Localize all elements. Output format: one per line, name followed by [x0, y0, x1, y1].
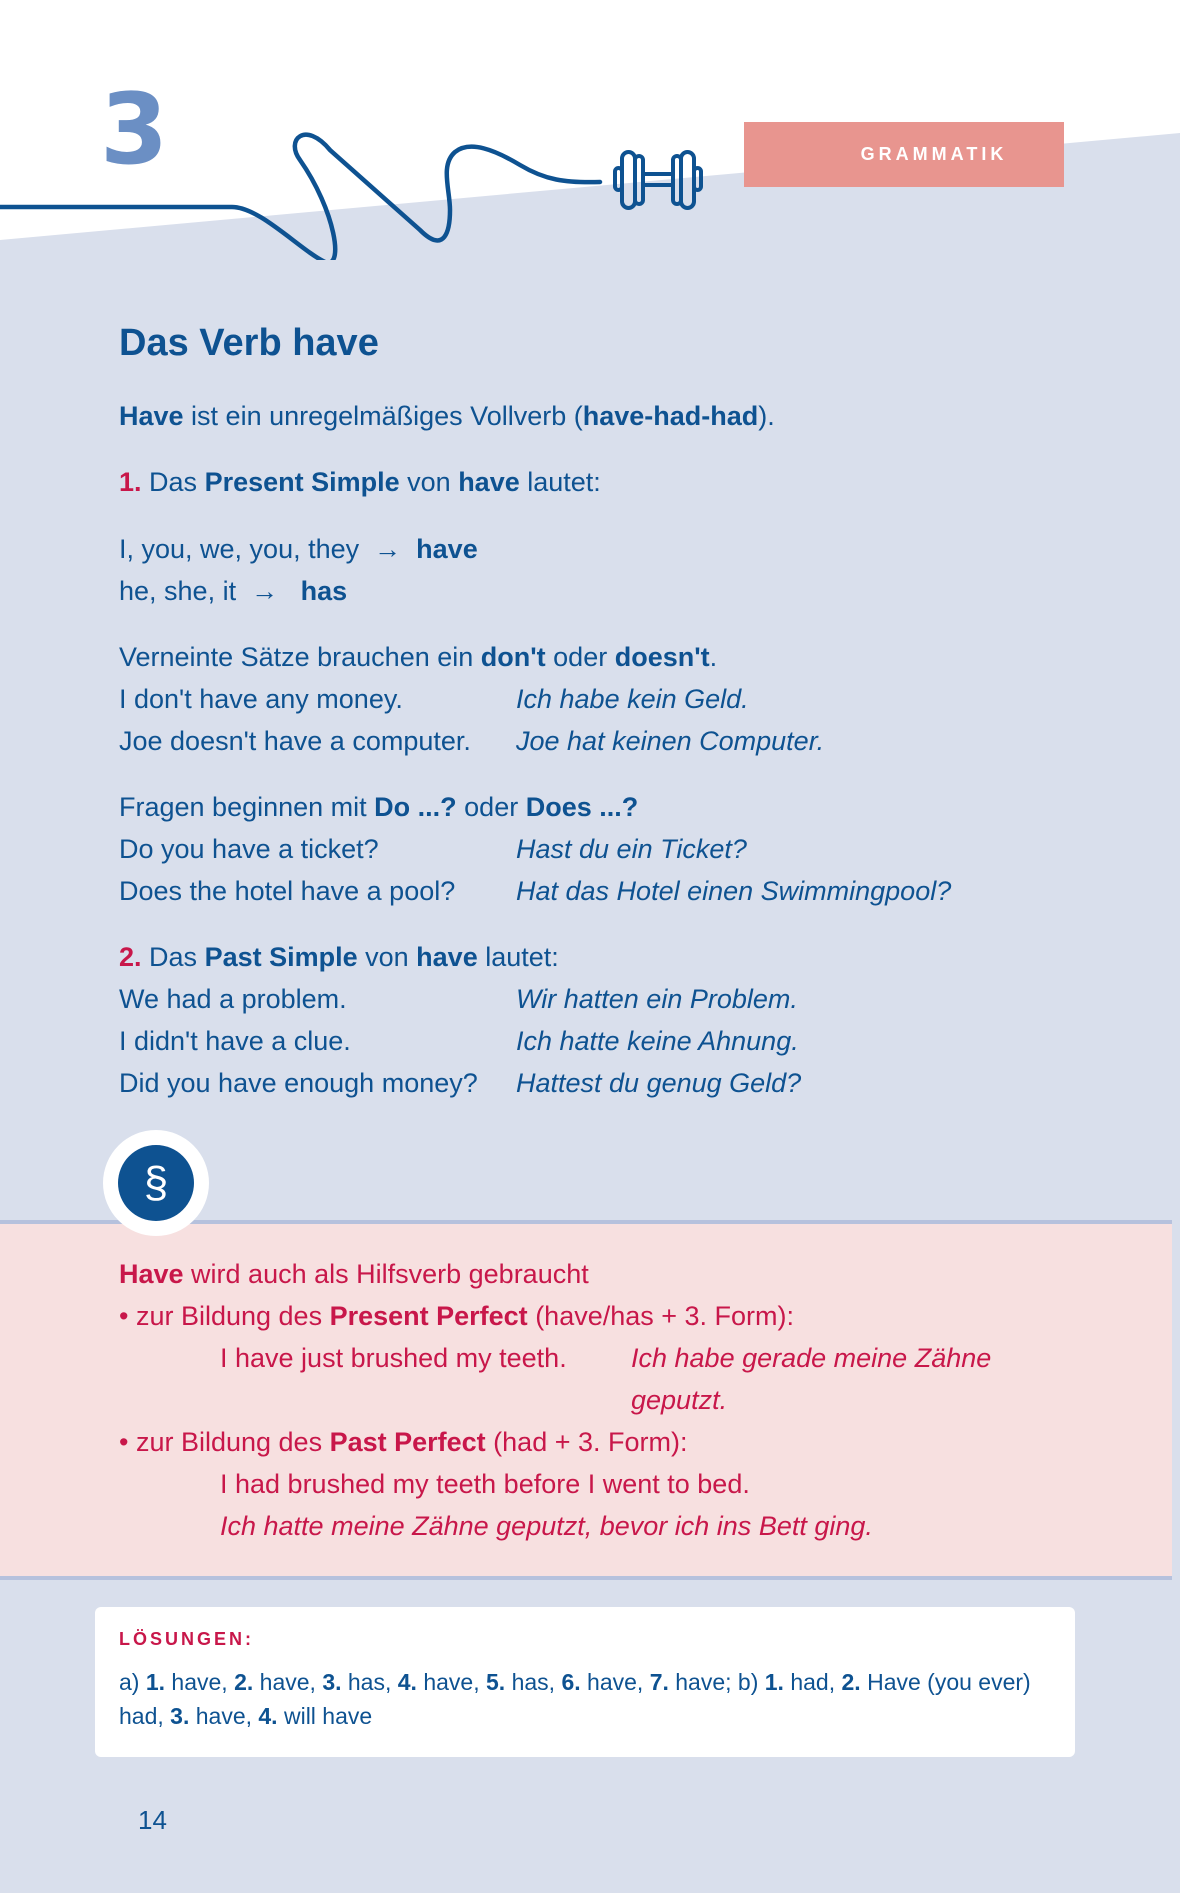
example-row — [119, 1024, 1019, 1058]
example-row — [119, 724, 1019, 758]
arrow-right-icon: → — [374, 534, 402, 564]
bold-term: Does ...? — [525, 792, 639, 822]
answer-number: 6. — [561, 1669, 581, 1695]
example-de: Joe hat keinen Computer. — [516, 726, 825, 756]
text: lautet: — [477, 942, 559, 972]
example-de: Wir hatten ein Problem. — [516, 984, 798, 1014]
chapter-number: 3 — [100, 73, 167, 187]
section-number: 1. — [119, 467, 142, 497]
answer-number: 4. — [397, 1669, 417, 1695]
bold-term: Present Perfect — [329, 1301, 528, 1331]
bold-term: have — [416, 942, 478, 972]
text: ist ein unregelmäßiges Vollverb ( — [183, 401, 583, 431]
answer-number: 1. — [764, 1669, 784, 1695]
answer-number: 7. — [649, 1669, 669, 1695]
solutions-label: LÖSUNGEN: — [119, 1629, 254, 1649]
text: lautet: — [519, 467, 601, 497]
answer-text: has, — [341, 1669, 398, 1695]
bold-term: Present Simple — [204, 467, 400, 497]
example-en: I have just brushed my teeth. — [220, 1343, 567, 1373]
bold-term: Past Simple — [204, 942, 358, 972]
text: (had + 3. Form): — [485, 1427, 688, 1457]
answer-number: 2. — [841, 1669, 861, 1695]
verb-form: has — [300, 576, 348, 606]
answer-text: have, — [253, 1669, 323, 1695]
example-de: Ich hatte meine Zähne geputzt, bevor ich ins Bett ging. — [220, 1511, 873, 1541]
text: von — [399, 467, 459, 497]
text: ). — [758, 401, 775, 431]
subject: he, she, it — [119, 576, 237, 606]
answer-text: Have (you ever) had, — [119, 1669, 1031, 1729]
example-en: Does the hotel have a pool? — [119, 876, 456, 906]
text: Fragen beginnen mit — [119, 792, 375, 822]
example-de: Ich habe gerade meine Zähne — [631, 1343, 992, 1373]
answer-text: has, — [505, 1669, 562, 1695]
form-row — [119, 532, 478, 566]
section-number: 2. — [119, 942, 142, 972]
text: oder — [456, 792, 526, 822]
example-de-continued: geputzt. — [631, 1385, 728, 1415]
example-de: Hat das Hotel einen Swimmingpool? — [516, 876, 952, 906]
page-number: 14 — [138, 1805, 167, 1835]
answer-number: 5. — [486, 1669, 506, 1695]
verb-form: have — [416, 534, 478, 564]
example-en: We had a problem. — [119, 984, 347, 1014]
question-rule — [119, 790, 638, 824]
answer-number: 2. — [234, 1669, 254, 1695]
bold-term: don't — [480, 642, 546, 672]
form-row — [119, 574, 347, 608]
answer-text: a) — [119, 1669, 146, 1695]
example-en: I didn't have a clue. — [119, 1026, 351, 1056]
solutions-text — [119, 1665, 1039, 1733]
bold-term: Have — [119, 1259, 184, 1289]
answer-text: have, — [416, 1669, 486, 1695]
dumbbell-icon — [615, 152, 701, 208]
example-en: I don't have any money. — [119, 684, 403, 714]
section-2-heading — [119, 940, 559, 974]
text: . — [709, 642, 718, 672]
bold-term: doesn't — [614, 642, 710, 672]
text: von — [357, 942, 417, 972]
answer-text: had, — [783, 1669, 842, 1695]
text: Das — [141, 467, 205, 497]
example-row — [119, 1066, 1019, 1100]
bold-term: Past Perfect — [329, 1427, 486, 1457]
answer-number: 3. — [322, 1669, 342, 1695]
example-de: Hattest du genug Geld? — [516, 1068, 802, 1098]
example-row — [119, 832, 1019, 866]
page-title: Das Verb have — [119, 322, 379, 364]
subject: I, you, we, you, they — [119, 534, 360, 564]
example-en: I had brushed my teeth before I went to bed. — [220, 1469, 750, 1499]
text: Verneinte Sätze brauchen ein — [119, 642, 481, 672]
example-en: Do you have a ticket? — [119, 834, 379, 864]
example-de: Ich hatte keine Ahnung. — [516, 1026, 799, 1056]
example-de: Ich habe kein Geld. — [516, 684, 749, 714]
text: (have/has + 3. Form): — [527, 1301, 795, 1331]
solutions-box — [95, 1607, 1075, 1757]
answer-number: 1. — [145, 1669, 166, 1695]
badge-label: GRAMMATIK — [860, 144, 1008, 164]
answer-text: will have — [277, 1703, 373, 1729]
negation-rule — [119, 640, 717, 674]
answer-number: 3. — [170, 1703, 190, 1729]
example-row — [119, 682, 1019, 716]
text: wird auch als Hilfsverb gebraucht — [183, 1259, 589, 1289]
example-row — [220, 1341, 1020, 1375]
example-row — [119, 874, 1019, 908]
text: • zur Bildung des — [119, 1427, 330, 1457]
note-intro — [119, 1257, 589, 1291]
text: oder — [545, 642, 615, 672]
intro-line — [119, 399, 775, 433]
text: • zur Bildung des — [119, 1301, 330, 1331]
example-row — [119, 982, 1019, 1016]
example-en: Did you have enough money? — [119, 1068, 478, 1098]
example-de: Hast du ein Ticket? — [516, 834, 747, 864]
answer-number: 4. — [258, 1703, 278, 1729]
text: Das — [141, 942, 205, 972]
note-bullet — [119, 1425, 688, 1459]
answer-text: have, — [189, 1703, 259, 1729]
answer-text: have, — [580, 1669, 650, 1695]
bold-term: Have — [119, 401, 184, 431]
bold-term: have — [458, 467, 520, 497]
answer-text: have; b) — [668, 1669, 765, 1695]
answer-text: have, — [165, 1669, 235, 1695]
paragraph-glyph: § — [118, 1145, 194, 1221]
bold-term: have-had-had — [582, 401, 759, 431]
section-1-heading — [119, 465, 601, 499]
category-badge — [744, 122, 1064, 187]
example-en: Joe doesn't have a computer. — [119, 726, 471, 756]
arrow-right-icon: → — [251, 576, 279, 606]
paragraph-icon — [103, 1130, 209, 1236]
bold-term: Do ...? — [374, 792, 457, 822]
note-bullet — [119, 1299, 794, 1333]
